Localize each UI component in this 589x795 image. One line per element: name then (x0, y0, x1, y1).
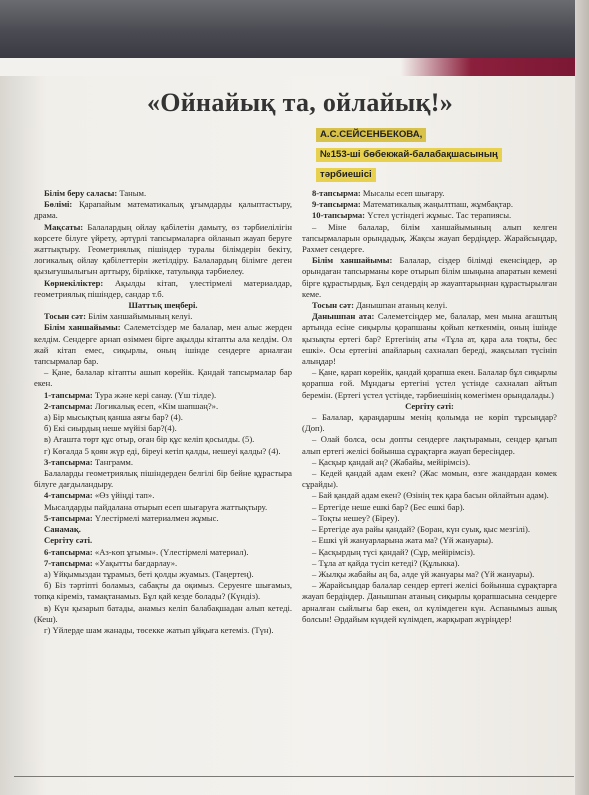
paragraph-text: Балалардың ойлау қабілетін дамыту, өз тәрбиелілігін көрсете білуге үйрету, әртүрлі тапсырмаларға ойланып жауап беруге жаттықтыру. Геометриялық пішіндер туралы білімдерін бекіту, логикалық ойлау қабілеттерін жетілдіру. Балалардың білімге деген қызығушылығын арттыру, бірлікке, татулыққа тәрбиелеу. (34, 221, 292, 277)
paragraph-text: – Ешкі үй жануарларына жата ма? (Үй жануары). (312, 535, 494, 546)
right-column (302, 188, 557, 625)
paragraph-label: Тосын сәт: (312, 300, 354, 311)
paragraph (34, 603, 292, 625)
paragraph-label: 8-тапсырма: (312, 188, 361, 198)
paragraph-text: Математикалық жаңылтпаш, жұмбақтар. (360, 199, 513, 210)
article-title: «Ойнайық та, ойлайық!» (146, 88, 454, 117)
paragraph (302, 558, 557, 569)
author-role: тәрбиешісі (316, 168, 376, 182)
left-column (34, 188, 292, 636)
paragraph-text: – Қасқырдың түсі қандай? (Сұр, мейірімсіз). (312, 546, 476, 557)
section-heading: Сергіту сәті: (405, 400, 454, 411)
paragraph-text: Сәлеметсіңдер ме, балалар, мен мына ағаштың артында есіне сиқырлы қорапшаны қойып кеткенмін, оның ішінде қызықты ертегі бар? Ертегінің аты «Тұла ат, қара ала тоқты, бес ешкі». Осы ертегіні апайларың сахналап береді, жақсылап түсініп алыңдар! (302, 311, 557, 367)
paragraph-text: б) Біз тәртіпті боламыз, сабақты да оқимыз. Серуенге шығамыз, топқа кіреміз, тамақтанамыз. Бұл қай кезде болады? (Күндіз). (34, 580, 292, 602)
paragraph-label: 1-тапсырма: (44, 389, 93, 400)
paragraph (34, 468, 292, 490)
paragraph-text: – Бай қандай адам екен? (Өзінің тек қара басын ойлайтын адам). (312, 490, 549, 501)
paragraph-label: Санамақ. (44, 524, 81, 535)
paragraph (34, 401, 292, 412)
paragraph-label: 6-тапсырма: (44, 546, 93, 557)
paragraph (302, 502, 557, 513)
paragraph (34, 311, 292, 322)
paragraph (34, 446, 292, 457)
paragraph (302, 255, 557, 300)
paragraph-text: «Өз үйіңді тап». (92, 490, 155, 501)
paragraph-label: 2-тапсырма: (44, 400, 93, 411)
paragraph (34, 535, 292, 546)
paragraph-text: в) Ағашта төрт құс отыр, оған бір құс келіп қосылды. (5). (44, 434, 255, 445)
paragraph (34, 278, 292, 300)
paragraph-label: Тосын сәт: (44, 311, 86, 322)
author-affiliation: №153-ші бөбекжай-балабақшасының (316, 148, 502, 162)
paragraph-label: Білім ханшайымы: (44, 322, 121, 333)
paragraph-text: Тура және кері санау. (Үш тілде). (92, 389, 217, 400)
paragraph (302, 513, 557, 524)
paragraph-text: Таным. (117, 188, 147, 198)
paragraph (34, 412, 292, 423)
paragraph (34, 580, 292, 602)
paragraph-text: – Балалар, қараңдаршы менің қолымда не көріп тұрсыңдар? (Доп). (302, 412, 557, 434)
paragraph (302, 188, 557, 199)
paragraph-label: Білім беру саласы: (44, 188, 118, 198)
paragraph-label: 4-тапсырма: (44, 490, 93, 501)
paragraph (34, 569, 292, 580)
paragraph-text: Танграмм. (92, 456, 134, 467)
paragraph-label: 5-тапсырма: (44, 512, 93, 523)
paragraph-text: – Жарайсыңдар балалар сендер ертегі желісі бойынша сұрақтарға жауап бердіңдер. Данышпан атаның сиқырлы қорапшасына сендерге арналған сыйлығы бар екен, ол күлімдеген күн. Аспанымыз ашық болсын! Әрдайым күндей күлімдеп, жарқырап жүріңдер! (302, 580, 557, 624)
paragraph (34, 547, 292, 558)
paragraph-text: «Аз-көп ұғымы». (Үлестірмелі материал). (92, 546, 249, 557)
footer-rule (14, 776, 574, 777)
paragraph-text: г) Көгалда 5 қоян жүр еді, біреуі кетіп қалды, нешеуі қалды? (4). (44, 445, 281, 456)
paragraph-text: Ақылды кітап, үлестірмелі материалдар, геометриялық пішіндер, сандар т.б. (34, 277, 292, 299)
paragraph (302, 199, 557, 210)
paragraph-label: Данышпан ата: (312, 311, 375, 322)
paragraph-text: Балалар, сіздер білімді екенсіңдер, әр орындаған тапсырманы көре отырып білім шыңына апаратын кемені бірге құрастырдық. Бұл сендердің әр жауаптарыңнан құрастырылған кеме. (302, 255, 557, 299)
paragraph (34, 558, 292, 569)
paragraph (34, 625, 292, 636)
section-heading: Шаттық шеңбері. (128, 300, 198, 311)
author-name: А.С.СЕЙСЕНБЕКОВА, (316, 128, 426, 142)
paragraph-text: – Ертегіде неше ешкі бар? (Бес ешкі бар). (312, 501, 465, 512)
paragraph (302, 468, 557, 490)
paragraph (34, 457, 292, 468)
paragraph (34, 390, 292, 401)
paragraph (34, 524, 292, 535)
paragraph-text: Мысалдарды пайдалана отырып есеп шығаруға жаттықтыру. (44, 501, 268, 512)
paragraph-text: Мысалы есеп шығару. (360, 188, 445, 198)
paragraph-text: Балаларды геометриялық пішіндерден белгілі бір бейне құрастыра білуге дағдыландыру. (34, 468, 292, 490)
paragraph (302, 222, 557, 256)
paragraph (302, 524, 557, 535)
paragraph (302, 535, 557, 546)
paragraph-text: а) Ұйқымыздан тұрамыз, беті қолды жуамыз. (Таңертең). (44, 568, 254, 579)
paragraph (34, 423, 292, 434)
paragraph-text: а) Бір мысықтың қанша аяғы бар? (4). (44, 412, 183, 423)
paragraph-text: – Олай болса, осы допты сендерге лақтырамын, сендер қағып алып ертегі желісі бойынша сұрақтарға жауап бересіңдер. (302, 434, 557, 456)
paragraph-text: Үлестірмелі материалмен жұмыс. (92, 512, 219, 523)
paragraph-label: 9-тапсырма: (312, 199, 361, 210)
paragraph (302, 367, 557, 401)
paragraph-label: 3-тапсырма: (44, 456, 93, 467)
paragraph-text: – Қане, қарап көрейік, қандай қорапша екен. Балалар бұл сиқырлы қорапша ғой. Мұндағы ертегіні үстел үстінде сахналап айтып беремін. (Ертегі үстел үстінде, тәрбиешінің көмегімен орындалады.) (302, 367, 557, 400)
page-header-band (0, 0, 589, 58)
paragraph-text: Білім ханшайымының келуі. (85, 311, 193, 322)
decorative-stripe (0, 58, 589, 76)
paragraph (302, 580, 557, 625)
paragraph (302, 569, 557, 580)
paragraph-label: Бөлімі: (44, 199, 73, 210)
paragraph (302, 311, 557, 367)
paragraph-text: Логикалық есеп, «Кім шапшаң?». (92, 400, 219, 411)
paragraph-text: – Тұла ат қайда түсіп кетеді? (Құлыкка). (312, 557, 460, 568)
paragraph (302, 547, 557, 558)
paragraph (34, 322, 292, 367)
paragraph-text: Сәлеметсіздер ме балалар, мен алыс жерден келдім. Сендерге арнап өзіммен бірге ақылды кітапты ала келдім. Ол жай кітап емес, сиқырлы, оның ішінде сендерге арналған тапсырмалар бар. (34, 322, 293, 367)
paragraph-text: – Тоқты нешеу? (Біреу). (312, 512, 400, 523)
paragraph-text: «Уақытты бағдарлау». (92, 557, 178, 568)
paragraph (302, 300, 557, 311)
paragraph (34, 199, 292, 221)
paragraph-text: – Ертегіде ауа райы қандай? (Боран, күн суық, қыс мезгілі). (312, 524, 531, 535)
paragraph-label: Білім ханшайымы: (312, 255, 393, 266)
paragraph (302, 412, 557, 434)
paragraph-label: 7-тапсырма: (44, 557, 93, 568)
paragraph-text: – Қане, балалар кітапты ашып көрейік. Қандай тапсырмалар бар екен. (34, 367, 292, 389)
paragraph-label: Көрнекіліктер: (44, 277, 104, 288)
paragraph-text: в) Күн қызарып батады, анамыз келіп балабақшадан алып кетеді. (Кеш). (34, 602, 292, 624)
paragraph-text: Данышпан атаның келуі. (353, 300, 448, 311)
author-block (316, 124, 554, 180)
paragraph (34, 434, 292, 445)
paragraph-text: – Кедей қандай адам екен? (Жас момын, өзге жандардан көмек сұрайды). (302, 468, 557, 490)
paragraph-text: – Міне балалар, білім ханшайымының алып келген тапсырмаларын орындадық. Жақсы жауап бердіңдер. Жарайсыңдар, Рахмет сендерге. (302, 221, 557, 255)
paragraph-text: – Қасқыр қандай аң? (Жабайы, мейірімсіз). (312, 456, 471, 467)
paragraph (34, 490, 292, 501)
paragraph (34, 513, 292, 524)
paragraph (34, 188, 292, 199)
paragraph-text: – Жылқы жабайы аң ба, әлде үй жануары ма? (Үй жануары). (312, 568, 535, 579)
paragraph (34, 222, 292, 278)
paragraph-text: г) Үйлерде шам жанады, төсекке жатып ұйқыға кетеміз. (Түн). (44, 624, 274, 635)
paragraph (302, 210, 557, 221)
paragraph-label: Мақсаты: (44, 221, 84, 232)
paragraph (302, 490, 557, 501)
paragraph-text: б) Екі сиырдың неше мүйізі бар?(4). (44, 423, 177, 434)
paragraph-label: 10-тапсырма: (312, 210, 366, 221)
paragraph-label: Сергіту сәті. (44, 535, 93, 546)
paragraph (34, 502, 292, 513)
paragraph (302, 434, 557, 456)
paragraph (34, 367, 292, 389)
paragraph (302, 457, 557, 468)
page-binding (575, 0, 589, 795)
paragraph-text: Қарапайым математикалық ұғымдарды қалыптастыру, драма. (34, 199, 292, 221)
paragraph-text: Үстел үстіндегі жұмыс. Тас терапиясы. (365, 210, 512, 221)
